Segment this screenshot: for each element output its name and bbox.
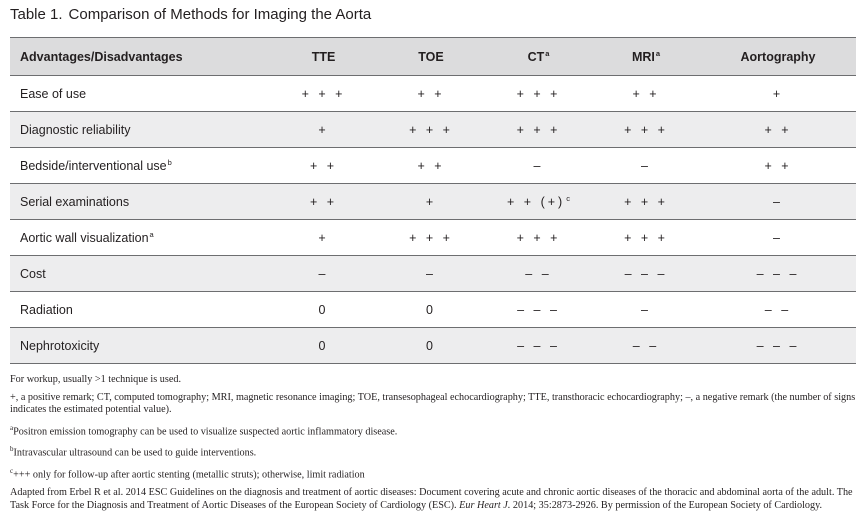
- row-label: Cost: [20, 266, 46, 281]
- cell-value: – – –: [517, 302, 560, 317]
- table-caption: Comparison of Methods for Imaging the Aorta: [68, 6, 372, 23]
- source-journal: Eur Heart J.: [459, 499, 511, 511]
- cell-value: + +: [764, 122, 792, 137]
- table-row: [10, 112, 856, 148]
- table-title: [10, 6, 371, 23]
- cell-value: – –: [632, 338, 660, 353]
- column-header-label: Aortography: [740, 49, 816, 64]
- cell-value: –: [773, 194, 783, 209]
- table-cell: [592, 184, 700, 220]
- cell-value: + + +: [624, 122, 668, 137]
- row-label: Nephrotoxicity: [20, 338, 100, 353]
- row-label: Aortic wall visualization: [20, 231, 149, 246]
- cell-value: + + (+): [507, 195, 566, 210]
- cell-value: –: [318, 266, 329, 281]
- footnote-c: [10, 465, 858, 482]
- footnote-b-mark: b: [10, 445, 14, 454]
- table-cell: [377, 292, 485, 328]
- column-header-label: TOE: [418, 49, 444, 64]
- table-cell: [270, 76, 377, 112]
- cell-value: + + +: [624, 194, 668, 209]
- table-cell: [270, 148, 377, 184]
- note-abbreviations: +, a positive remark; CT, computed tomography; MRI, magnetic resonance imaging; TOE, transesophageal echocardiography; TTE, transthoracic echocardiography; –, a negative remark (the number of signs indicates the estimated potential value).: [10, 391, 856, 415]
- table-cell: [377, 112, 485, 148]
- table-cell: [700, 148, 856, 184]
- cell-value: +: [318, 230, 329, 245]
- cell-value: – – –: [756, 338, 800, 353]
- table-cell: [270, 112, 377, 148]
- table-row: [10, 76, 856, 112]
- cell-value: + + +: [516, 230, 561, 245]
- cell-value: – – –: [756, 266, 800, 281]
- cell-value: –: [641, 158, 651, 173]
- row-label: Bedside/interventional use: [20, 159, 167, 174]
- column-header-label: TTE: [311, 49, 336, 64]
- row-label-cell: [10, 184, 270, 220]
- row-label: Diagnostic reliability: [20, 122, 131, 137]
- cell-value: + + +: [301, 86, 346, 101]
- table-row: [10, 148, 856, 184]
- source-text: Adapted from Erbel R et al. 2014 ESC Guidelines on the diagnosis and treatment of aortic diseases: Document covering acute and chronic aortic diseases of the thoracic and abdominal aorta of the adult. The Task Force for the Diagnosis and Treatment of Aortic Diseases of the European Society of Cardiology (ESC).: [10, 487, 853, 511]
- cell-value: + +: [632, 86, 660, 101]
- column-header: [700, 38, 856, 76]
- column-header-label: Advantages/Disadvantages: [20, 49, 183, 64]
- cell-value: + + +: [516, 122, 561, 137]
- column-header: [377, 38, 485, 76]
- comparison-table: [10, 37, 856, 364]
- table-row: [10, 184, 856, 220]
- note-workup: For workup, usually >1 technique is used.: [10, 374, 181, 385]
- cell-value: + +: [417, 86, 445, 101]
- table-row: [10, 292, 856, 328]
- table-cell: [592, 256, 700, 292]
- footnote-a-mark: a: [10, 423, 14, 432]
- footnote-b: [10, 443, 858, 460]
- footnote-c-text: +++ only for follow-up after aortic stenting (metallic struts); otherwise, limit radiation: [13, 469, 365, 481]
- cell-value: + + +: [409, 230, 453, 245]
- table-cell: [270, 292, 377, 328]
- table-row: [10, 328, 856, 364]
- table-row: [10, 220, 856, 256]
- table-cell: [485, 256, 592, 292]
- cell-value: + +: [417, 158, 445, 173]
- cell-value: –: [641, 302, 651, 317]
- source-details: 2014; 35:2873-2926. By permission of the European Society of Cardiology.: [510, 499, 823, 511]
- cell-value: –: [773, 230, 783, 245]
- footnote-a-text: Positron emission tomography can be used to visualize suspected aortic inflammatory disease.: [13, 425, 398, 437]
- row-label: Radiation: [20, 302, 73, 317]
- cell-value: + + +: [624, 230, 668, 245]
- table-cell: [485, 184, 592, 220]
- cell-value: + + +: [409, 122, 453, 137]
- table-cell: [377, 76, 485, 112]
- footnote-a: [10, 422, 858, 439]
- table-cell: [700, 76, 856, 112]
- table-cell: [592, 220, 700, 256]
- table-number: Table 1.: [10, 6, 63, 23]
- cell-value: + + +: [516, 86, 561, 101]
- cell-value: 0: [318, 338, 329, 353]
- table-cell: [377, 328, 485, 364]
- table-cell: [700, 328, 856, 364]
- row-label-cell: [10, 76, 270, 112]
- row-label-footnote-mark: b: [167, 157, 172, 167]
- table-cell: [592, 292, 700, 328]
- table-cell: [592, 328, 700, 364]
- table-cell: [377, 184, 485, 220]
- table-cell: [270, 184, 377, 220]
- table-cell: [700, 112, 856, 148]
- table-cell: [592, 148, 700, 184]
- cell-value: + +: [764, 158, 792, 173]
- footnote-c-mark: c: [10, 467, 14, 476]
- table-cell: [377, 256, 485, 292]
- table-cell: [270, 256, 377, 292]
- row-label-cell: [10, 328, 270, 364]
- column-header: [270, 38, 377, 76]
- cell-value: 0: [426, 338, 436, 353]
- cell-value: – –: [525, 266, 552, 281]
- table-cell: [485, 292, 592, 328]
- cell-value: – – –: [624, 266, 668, 281]
- column-header-footnote-mark: a: [655, 48, 661, 58]
- cell-value: 0: [318, 302, 329, 317]
- row-label-cell: [10, 220, 270, 256]
- row-label: Ease of use: [20, 86, 87, 101]
- table-notes: [10, 374, 858, 517]
- table-cell: [377, 220, 485, 256]
- table-cell: [270, 328, 377, 364]
- cell-value: –: [533, 158, 544, 173]
- column-header: [485, 38, 592, 76]
- table-row: [10, 256, 856, 292]
- table-cell: [485, 112, 592, 148]
- table-cell: [592, 112, 700, 148]
- table-cell: [377, 148, 485, 184]
- table-cell: [270, 220, 377, 256]
- cell-value: +: [772, 86, 784, 101]
- cell-value: +: [425, 194, 437, 209]
- table-cell: [485, 76, 592, 112]
- cell-value: 0: [426, 302, 436, 317]
- table-cell: [700, 220, 856, 256]
- table-cell: [700, 256, 856, 292]
- row-label: Serial examinations: [20, 194, 130, 209]
- column-header-label: MRI: [631, 50, 655, 65]
- cell-footnote-mark: c: [566, 193, 570, 203]
- cell-value: + +: [309, 194, 338, 209]
- cell-value: + +: [309, 158, 338, 173]
- column-header-label: CT: [527, 50, 545, 65]
- row-label-cell: [10, 148, 270, 184]
- source-citation: [10, 487, 858, 512]
- table-cell: [700, 292, 856, 328]
- cell-value: –: [426, 266, 436, 281]
- table-body: [10, 76, 856, 364]
- cell-value: – –: [764, 302, 792, 317]
- row-label-footnote-mark: a: [149, 229, 154, 239]
- table-cell: [485, 148, 592, 184]
- cell-value: +: [318, 122, 329, 137]
- column-header: [592, 38, 700, 76]
- table-cell: [592, 76, 700, 112]
- column-header-footnote-mark: a: [545, 48, 550, 58]
- column-header: [10, 38, 270, 76]
- row-label-cell: [10, 292, 270, 328]
- row-label-cell: [10, 256, 270, 292]
- cell-value: – – –: [517, 338, 560, 353]
- header-row: [10, 38, 856, 76]
- table-cell: [485, 220, 592, 256]
- table-cell: [485, 328, 592, 364]
- table-cell: [700, 184, 856, 220]
- footnote-b-text: Intravascular ultrasound can be used to guide interventions.: [13, 447, 257, 459]
- row-label-cell: [10, 112, 270, 148]
